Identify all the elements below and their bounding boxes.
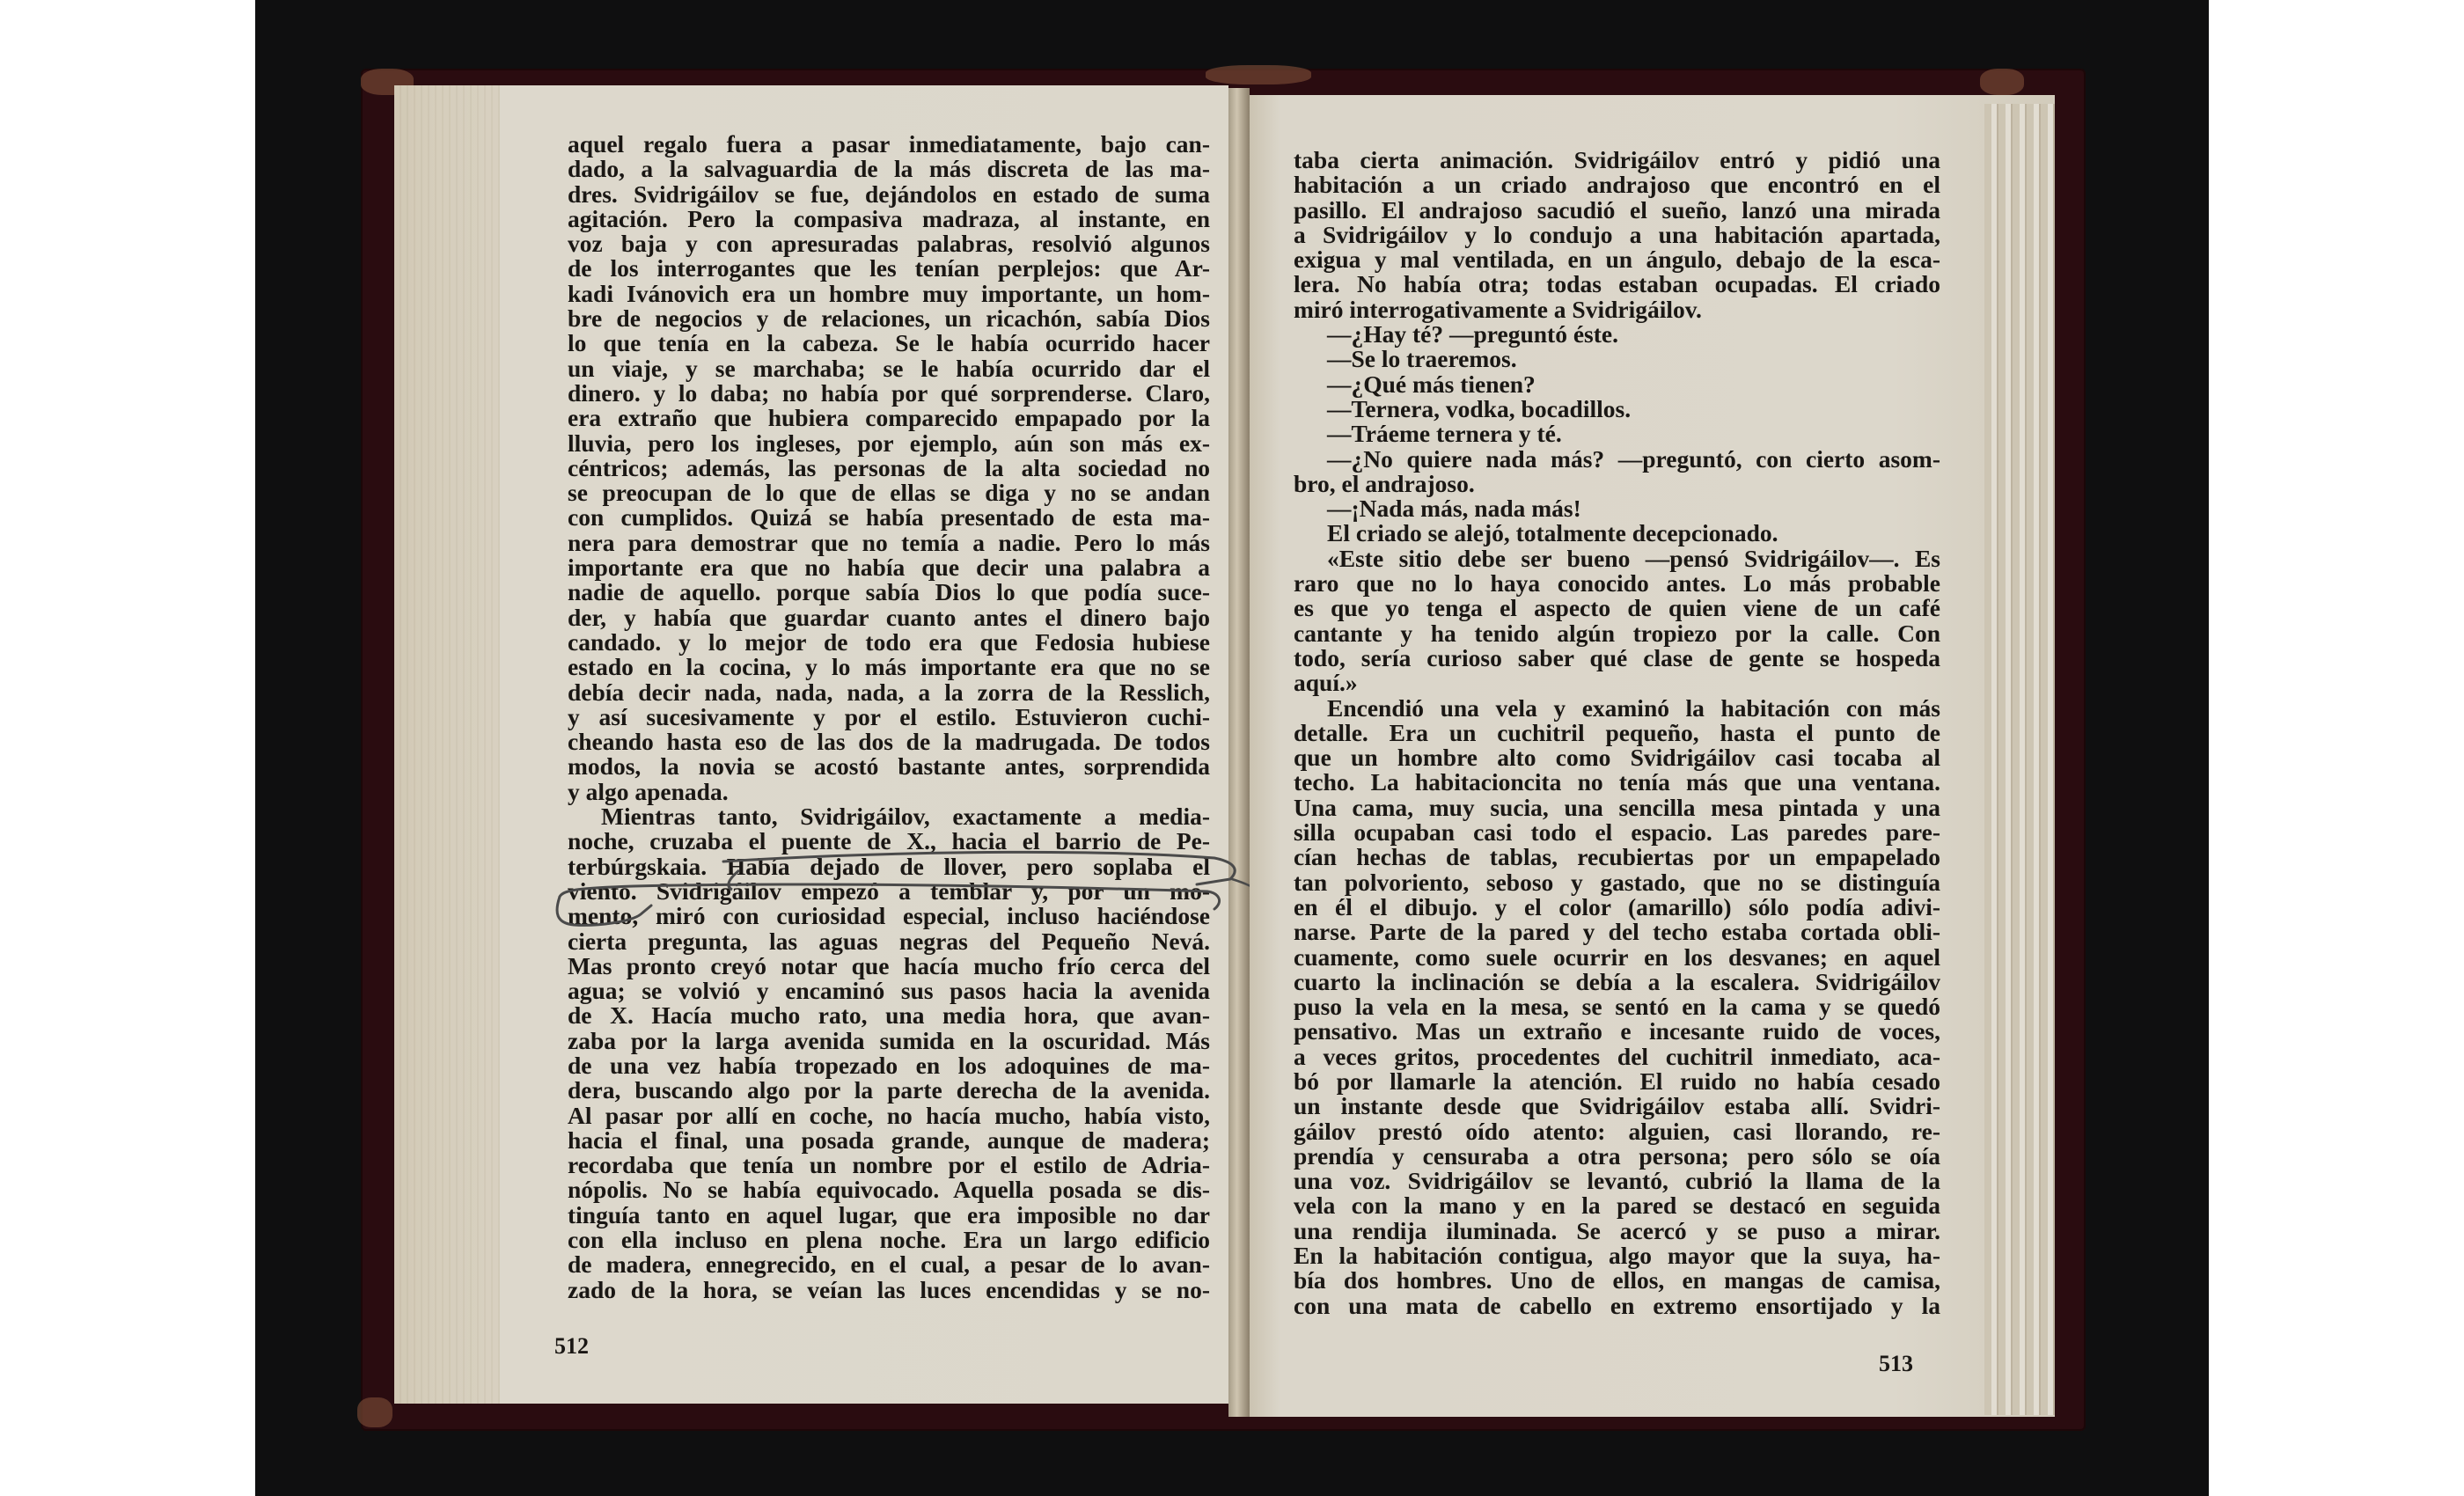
text-line: recordaba que tenía un nombre por el estilo de Adria- [568,1151,1210,1179]
text-line: tinguía tanto en aquel lugar, que era imposible no dar [568,1200,1210,1228]
text-line: de los interrogantes que les tenían perplejos: que Ar- [568,254,1210,282]
text-line: lluvia, pero los ingleses, por ejemplo, aún son más ex- [568,429,1210,457]
text-line: con cumplidos. Quizá se había presentado de esta ma- [568,503,1210,532]
page-number-right: 513 [1879,1351,1913,1376]
text-line: nadie de aquello. porque sabía Dios lo que podía suce- [568,578,1210,606]
text-line: —Ternera, vodka, bocadillos. [1327,394,1632,422]
text-line: gáilov prestó oído atento: alguien, casi llorando, re- [1294,1117,1940,1145]
text-line: bía dos hombres. Uno de ellos, en mangas de camisa, [1294,1266,1940,1294]
text-line: voz baja y con apresuradas palabras, resolvió algunos [568,230,1210,258]
text-line: agua; se volvió y encaminó sus pasos hacia la avenida [568,977,1210,1005]
text-line: de madera, ennegrecido, en el cual, a pesar de lo avan- [568,1250,1210,1279]
text-line: raro que no lo haya conocido antes. Lo más probable [1294,569,1940,598]
text-line: Al pasar por allí en coche, no hacía mucho, había visto, [568,1101,1210,1129]
text-line: tan polvoriento, seboso y gastado, que no se distinguía [1294,868,1940,896]
text-line: bó por llamarle la atención. El ruido no había cesado [1294,1067,1940,1095]
left-page-text [568,132,1210,1302]
text-line: silla ocupaban casi todo el espacio. Las paredes pare- [1294,818,1940,847]
text-line: prendía y censuraba a otra persona; pero sólo se oía [1294,1141,1940,1170]
right-page-text [1294,148,1940,1318]
text-line: dera, buscando algo por la parte derecha de la avenida. [568,1076,1210,1104]
text-line: aquel regalo fuera a pasar inmediatamente, bajo can- [568,130,1210,158]
text-line: dinero. y lo daba; no había por qué sorprenderse. Claro, [568,378,1210,407]
text-line: con una mata de cabello en extremo ensortijado y la [1294,1291,1940,1319]
text-line: narse. Parte de la pared y del techo estaba cortada obli- [1294,918,1940,946]
cover-wear-mark [1980,69,2024,95]
text-line: Mas pronto creyó notar que hacía mucho frío cerca del [568,951,1210,979]
text-line: techo. La habitacioncita no tenía más que una ventana. [1294,768,1940,796]
text-line: dado, a la salvaguardia de la más discreta de las ma- [568,155,1210,183]
text-line: zaba por la larga avenida sumida en la oscuridad. Más [568,1026,1210,1054]
text-line: estado en la cocina, y lo más importante era que no se [568,653,1210,681]
text-line: cierta pregunta, las aguas negras del Pequeño Nevá. [568,927,1210,955]
text-line: zado de la hora, se veían las luces encendidas y se no- [568,1275,1210,1303]
text-line: con ella incluso en plena noche. Era un largo edificio [568,1226,1210,1254]
text-line: nera para demostrar que no temía a nadie. Pero lo más [568,528,1210,556]
text-line: una rendija iluminada. Se acercó y se puso a mirar. [1294,1216,1940,1244]
text-line: pensativo. Mas un extraño e incesante ruido de voces, [1294,1017,1940,1045]
text-line: taba cierta animación. Svidrigáilov entró y pidió una [1294,146,1940,173]
text-line: modos, la novia se acostó bastante antes, sorprendida [568,752,1210,781]
text-line: habitación a un criado andrajoso que encontró en el [1294,171,1940,199]
text-line: y algo apenada. [568,777,729,805]
text-line: en él el dibujo. y el color (amarillo) sólo podía adivi- [1294,892,1940,920]
text-line: importante era que no había que decir una palabra a [568,554,1210,582]
text-line: detalle. Era un cuchitril pequeño, hasta el punto de [1294,718,1940,746]
text-line: noche, cruzaba el puente de X., hacia el barrio de Pe- [568,827,1210,855]
text-line: der, y había que guardar cuanto antes el dinero bajo [568,603,1210,631]
text-line: —¡Nada más, nada más! [1327,495,1581,523]
text-line: vela con la mano y en la pared se destacó en seguida [1294,1192,1940,1220]
cover-wear-mark [1206,65,1311,84]
left-page-edges [394,85,500,1404]
text-line: lo que tenía en la cabeza. Se le había ocurrido hacer [568,329,1210,357]
text-line: de una vez había tropezado en los adoquines de ma- [568,1051,1210,1079]
text-line: El criado se alejó, totalmente decepcionado. [1327,519,1778,547]
text-line: se preocupan de lo que de ellas se diga y no se andan [568,479,1210,507]
text-line: todo, sería curioso saber qué clase de gente se hospeda [1294,643,1940,671]
text-line: puso la vela en la mesa, se sentó en la cama y se quedó [1294,993,1940,1021]
text-line: —Tráeme ternera y té. [1327,420,1562,448]
cover-wear-mark [357,1397,392,1427]
book-gutter [1228,88,1250,1417]
text-line: —¿Qué más tienen? [1327,370,1536,398]
text-line: cantante y ha tenido algún tropiezo por la calle. Con [1294,619,1940,647]
text-line: miró interrogativamente a Svidrigáilov. [1294,295,1702,323]
text-line: hacia el final, una posada grande, aunque de madera; [568,1126,1210,1154]
text-line: que un hombre alto como Svidrigáilov casi tocaba al [1294,744,1940,772]
text-line: cuamente, como suele ocurrir en los desvanes; en aquel [1294,942,1940,971]
text-line: —¿No quiere nada más? —preguntó, con cierto asom- [1327,444,1940,473]
text-line: agitación. Pero la compasiva madraza, al instante, en [568,204,1210,232]
text-line: —¿Hay té? —preguntó éste. [1327,320,1618,348]
text-line: nópolis. No se había equivocado. Aquella posada se dis- [568,1176,1210,1204]
text-line: de X. Hacía mucho rato, una media hora, que avan- [568,1001,1210,1030]
text-line: terbúrgskaia. Había dejado de llover, pero soplaba el [568,852,1210,880]
text-line: un viaje, y se marchaba; se le había ocurrido dar el [568,354,1210,382]
text-line: bre de negocios y de relaciones, un ricachón, sabía Dios [568,304,1210,333]
text-line: a veces gritos, procedentes del cuchitril inmediato, aca- [1294,1042,1940,1070]
text-line: Encendió una vela y examinó la habitación con más [1327,693,1940,722]
page-number-left: 512 [554,1333,589,1359]
text-line: era extraño que hubiera comparecido empapado por la [568,404,1210,432]
text-line: mento, miró con curiosidad especial, incluso haciéndose [568,902,1210,930]
text-line: y así sucesivamente y por el estilo. Estuvieron cuchi- [568,702,1210,730]
text-line: lera. No había otra; todas estaban ocupadas. El criado [1294,270,1940,298]
text-line: kadi Ivánovich era un hombre muy importante, un hom- [568,279,1210,307]
text-line: es que yo tenga el aspecto de quien viene de un café [1294,594,1940,622]
text-line: cuarto la inclinación se debía a la escalera. Svidrigáilov [1294,967,1940,995]
text-line: aquí.» [1294,669,1358,697]
text-line: un instante desde que Svidrigáilov estaba allí. Svidri- [1294,1092,1940,1120]
text-line: cheando hasta eso de las dos de la madrugada. De todos [568,728,1210,756]
text-line: pasillo. El andrajoso sacudió el sueño, lanzó una mirada [1294,195,1940,224]
text-line: debía decir nada, nada, nada, a la zorra de la Resslich, [568,678,1210,706]
right-page-edges [1984,104,2055,1415]
text-line: dres. Svidrigáilov se fue, dejándolos en estado de suma [568,180,1210,208]
text-line: Mientras tanto, Svidrigáilov, exactamente a media- [601,803,1210,831]
text-line: cían hechas de tablas, recubiertas por un empapelado [1294,843,1940,871]
text-line: bro, el andrajoso. [1294,469,1475,497]
text-line: exigua y mal ventilada, en un ángulo, debajo de la esca- [1294,246,1940,274]
text-line: En la habitación contigua, algo mayor que la suya, ha- [1294,1242,1940,1270]
text-line: candado. y lo mejor de todo era que Fedosia hubiese [568,627,1210,656]
text-line: Una cama, muy sucia, una sencilla mesa pintada y una [1294,793,1940,821]
text-line: viento. Svidrigáilov empezó a temblar y, por un mo- [568,876,1210,905]
text-line: céntricos; además, las personas de la alta sociedad no [568,453,1210,481]
text-line: —Se lo traeremos. [1327,345,1517,373]
text-line: a Svidrigáilov y lo condujo a una habitación apartada, [1294,220,1940,248]
text-line: «Este sitio debe ser bueno —pensó Svidrigáilov—. Es [1327,544,1940,572]
text-line: una voz. Svidrigáilov se levantó, cubrió la llama de la [1294,1167,1940,1195]
